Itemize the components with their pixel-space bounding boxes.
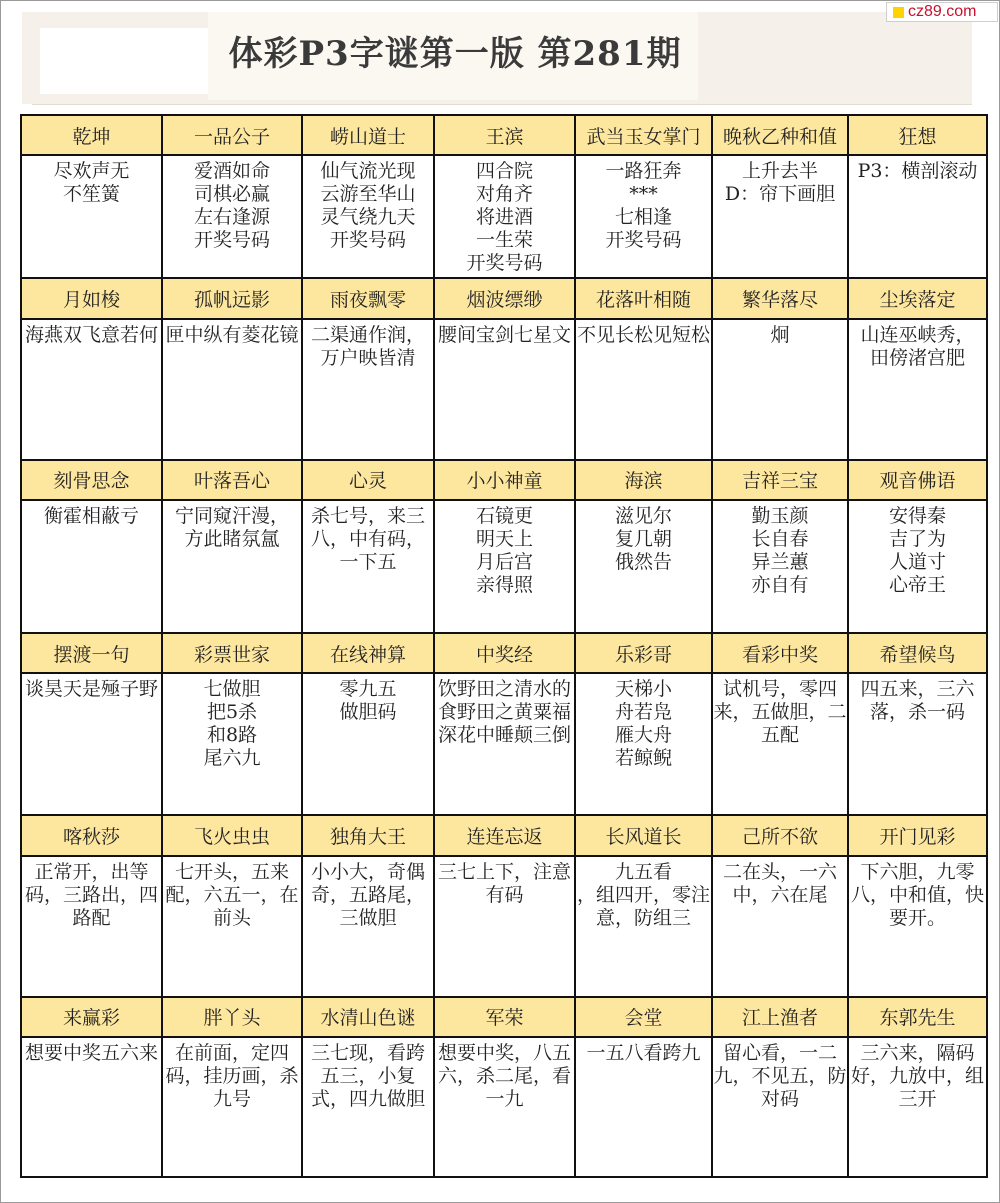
riddle-line: 尾六九 [203, 747, 261, 770]
riddle-line: 七做胆 [203, 678, 261, 701]
author-name-cell: 月如梭 [21, 278, 162, 318]
header-divider [32, 104, 972, 105]
author-name-cell: 开门见彩 [848, 815, 987, 855]
riddle-text-cell [848, 155, 987, 278]
content-row [21, 1037, 987, 1177]
riddle-text-cell [162, 1037, 302, 1177]
author-name-cell: 长风道长 [575, 815, 712, 855]
riddle-line: 七开头，五来配，六五一，在前头 [165, 860, 299, 929]
author-name-cell: 崂山道士 [302, 115, 434, 155]
riddle-line: 七相逢 [614, 206, 672, 229]
riddle-line: 一五八看跨九 [586, 1041, 701, 1064]
riddle-line: 滋见尔 [614, 504, 672, 527]
riddle-line: 食野田之黄粟福 [437, 701, 571, 724]
riddle-line: 安得秦 [888, 504, 946, 527]
riddle-line: 留心看，一二九，不见五，防对码 [713, 1041, 847, 1110]
riddle-line: 方此睹氛氲 [184, 527, 280, 550]
riddle-line: 爱酒如命 [193, 160, 270, 183]
riddle-text-cell [302, 1037, 434, 1177]
riddle-text-cell [21, 319, 162, 460]
riddle-line: 下六胆，九零八，中和值，快要开。 [850, 860, 984, 929]
author-name-cell: 军荣 [434, 997, 575, 1037]
author-name-cell: 狂想 [848, 115, 987, 155]
riddle-line: 亦自有 [751, 573, 809, 596]
author-name-cell: 胖丫头 [162, 997, 302, 1037]
riddle-text-cell [434, 1037, 575, 1177]
site-watermark[interactable] [886, 2, 998, 22]
riddle-line: 雁大舟 [614, 724, 672, 747]
riddle-line: 复几朝 [614, 527, 672, 550]
author-name-cell: 东郭先生 [848, 997, 987, 1037]
riddle-line: 开奖号码 [329, 229, 406, 252]
riddle-line: 开奖号码 [193, 229, 270, 252]
author-name-cell: 一品公子 [162, 115, 302, 155]
riddle-line: 零九五 [339, 678, 397, 701]
riddle-line: 小小大，奇偶奇，五路尾，三做胆 [310, 860, 425, 929]
riddle-line: 二渠通作润，万户映皆清 [310, 323, 425, 369]
riddle-line: 田傍渚宫肥 [869, 346, 965, 369]
content-row [21, 673, 987, 815]
riddle-line: 炯 [770, 323, 790, 346]
author-name-cell: 希望候鸟 [848, 633, 987, 673]
riddle-line: 三七上下，注意有码 [437, 860, 571, 906]
riddle-text-cell [712, 1037, 848, 1177]
riddle-line: 山连巫峡秀， [860, 323, 975, 346]
riddle-line: 明天上 [475, 527, 533, 550]
content-row [21, 319, 987, 460]
riddle-text-cell [302, 155, 434, 278]
author-name-cell: 己所不欲 [712, 815, 848, 855]
riddle-text-cell [162, 155, 302, 278]
riddle-line: 吉了为 [888, 527, 946, 550]
riddle-text-cell [848, 1037, 987, 1177]
author-name-cell: 中奖经 [434, 633, 575, 673]
riddle-line: 月后宫 [475, 550, 533, 573]
riddle-text-cell [712, 319, 848, 460]
riddle-line: 司棋必赢 [193, 183, 270, 206]
author-name-cell: 独角大王 [302, 815, 434, 855]
header-blank-area [40, 28, 208, 94]
riddle-line: 一路狂奔 [605, 160, 682, 183]
riddle-line: 三七现，看跨五三，小复式，四九做胆 [310, 1041, 425, 1110]
author-name-cell: 吉祥三宝 [712, 460, 848, 500]
author-name-cell: 来赢彩 [21, 997, 162, 1037]
riddle-line: 一生荣 [475, 229, 533, 252]
riddle-line: 不见长松见短松 [576, 323, 710, 346]
riddle-text-cell [848, 319, 987, 460]
author-name-cell: 雨夜飘零 [302, 278, 434, 318]
riddle-line: 人道寸 [888, 550, 946, 573]
riddle-line: *** [629, 183, 658, 206]
riddle-line: 饮野田之清水的 [437, 678, 571, 701]
riddle-line: 对角齐 [475, 183, 533, 206]
riddle-line: 正常开，出等码，三路出，四路配 [24, 860, 158, 929]
riddle-line: 开奖号码 [466, 252, 543, 275]
riddle-line: 九五看 [614, 860, 672, 883]
header-row [21, 997, 987, 1037]
author-name-cell: 花落叶相随 [575, 278, 712, 318]
author-name-cell: 海滨 [575, 460, 712, 500]
header-row [21, 115, 987, 155]
riddle-line: 左右逢源 [193, 206, 270, 229]
riddle-text-cell [162, 856, 302, 997]
author-name-cell: 叶落吾心 [162, 460, 302, 500]
riddle-line: 将进酒 [475, 206, 533, 229]
header-row [21, 815, 987, 855]
riddle-line: 和8路 [206, 724, 258, 747]
riddle-line: ，组四开，零注意，防组三 [576, 883, 710, 929]
riddle-line: 腰间宝剑七星文 [437, 323, 571, 346]
yellow-square-icon [893, 7, 904, 18]
riddle-line: D：帘下画胆 [724, 183, 836, 206]
riddle-text-cell [575, 856, 712, 997]
header-row [21, 460, 987, 500]
author-name-cell: 心灵 [302, 460, 434, 500]
riddle-text-cell [434, 856, 575, 997]
riddle-text-cell [575, 673, 712, 815]
author-name-cell: 刻骨思念 [21, 460, 162, 500]
riddle-text-cell [575, 500, 712, 633]
riddle-line: 石镜更 [475, 504, 533, 527]
author-name-cell: 武当玉女掌门 [575, 115, 712, 155]
riddle-line: 长自春 [751, 527, 809, 550]
riddle-text-cell [434, 500, 575, 633]
watermark-text: cz89.com [908, 3, 977, 20]
riddle-text-cell [712, 856, 848, 997]
riddle-table [20, 114, 988, 1178]
author-name-cell: 连连忘返 [434, 815, 575, 855]
author-name-cell: 乾坤 [21, 115, 162, 155]
riddle-line: 匣中纵有菱花镜 [165, 323, 299, 346]
riddle-line: 四合院 [475, 160, 533, 183]
author-name-cell: 看彩中奖 [712, 633, 848, 673]
riddle-line: 三六来，隔码好，九放中，组三开 [850, 1041, 984, 1110]
riddle-line: 把5杀 [206, 701, 258, 724]
author-name-cell: 水清山色谜 [302, 997, 434, 1037]
author-name-cell: 小小神童 [434, 460, 575, 500]
riddle-line: 亲得照 [475, 573, 533, 596]
riddle-text-cell [302, 500, 434, 633]
riddle-line: 想要中奖五六来 [24, 1041, 158, 1064]
riddle-text-cell [575, 155, 712, 278]
author-name-cell: 尘埃落定 [848, 278, 987, 318]
content-row [21, 500, 987, 633]
riddle-text-cell [712, 673, 848, 815]
author-name-cell: 晚秋乙种和值 [712, 115, 848, 155]
author-name-cell: 王滨 [434, 115, 575, 155]
riddle-line: 心帝王 [888, 573, 946, 596]
riddle-text-cell [162, 673, 302, 815]
riddle-line: 深花中睡颠三倒 [437, 724, 571, 747]
riddle-text-cell [21, 673, 162, 815]
author-name-cell: 乐彩哥 [575, 633, 712, 673]
header-row [21, 278, 987, 318]
riddle-line: 想要中奖，八五六，杀二尾，看一九 [437, 1041, 571, 1110]
riddle-text-cell [162, 319, 302, 460]
riddle-line: 勤玉颜 [751, 504, 809, 527]
riddle-line: 云游至华山 [320, 183, 416, 206]
riddle-line: 尽欢声无 [53, 160, 130, 183]
riddle-line: P3：横剖滚动 [857, 160, 978, 183]
riddle-text-cell [712, 155, 848, 278]
header-row [21, 633, 987, 673]
author-name-cell: 在线神算 [302, 633, 434, 673]
riddle-text-cell [302, 673, 434, 815]
riddle-text-cell [712, 500, 848, 633]
riddle-text-cell [434, 155, 575, 278]
riddle-text-cell [21, 856, 162, 997]
author-name-cell: 繁华落尽 [712, 278, 848, 318]
riddle-line: 异兰蕙 [751, 550, 809, 573]
author-name-cell: 飞火虫虫 [162, 815, 302, 855]
riddle-line: 灵气绕九天 [320, 206, 416, 229]
riddle-text-cell [162, 500, 302, 633]
riddle-text-cell [575, 319, 712, 460]
riddle-text-cell [848, 856, 987, 997]
riddle-line: 二在头，一六中，六在尾 [722, 860, 837, 906]
author-name-cell: 观音佛语 [848, 460, 987, 500]
riddle-line: 宁同窥汗漫， [174, 504, 289, 527]
riddle-line: 杀七号，来三八，中有码，一下五 [310, 504, 425, 573]
author-name-cell: 会堂 [575, 997, 712, 1037]
riddle-line: 衡霍相蔽亏 [43, 504, 139, 527]
riddle-line: 试机号，零四来，五做胆，二五配 [713, 678, 847, 747]
riddle-line: 仙气流光现 [320, 160, 416, 183]
author-name-cell: 喀秋莎 [21, 815, 162, 855]
author-name-cell: 江上渔者 [712, 997, 848, 1037]
author-name-cell: 孤帆远影 [162, 278, 302, 318]
riddle-text-cell [434, 673, 575, 815]
riddle-line: 俄然告 [614, 550, 672, 573]
riddle-line: 天梯小 [614, 678, 672, 701]
riddle-line: 开奖号码 [605, 229, 682, 252]
riddle-line: 在前面，定四码，挂历画，杀九号 [165, 1041, 299, 1110]
content-row [21, 856, 987, 997]
riddle-text-cell [434, 319, 575, 460]
riddle-text-cell [21, 1037, 162, 1177]
content-row [21, 155, 987, 278]
riddle-text-cell [21, 500, 162, 633]
riddle-line: 不笙簧 [62, 183, 120, 206]
riddle-text-cell [848, 673, 987, 815]
riddle-text-cell [302, 319, 434, 460]
riddle-text-cell [575, 1037, 712, 1177]
riddle-line: 上升去半 [741, 160, 818, 183]
riddle-line: 四五来，三六落，杀一码 [860, 678, 975, 724]
author-name-cell: 摆渡一句 [21, 633, 162, 673]
riddle-text-cell [302, 856, 434, 997]
riddle-line: 若鲸鲵 [614, 747, 672, 770]
author-name-cell: 烟波缥缈 [434, 278, 575, 318]
riddle-line: 舟若凫 [614, 701, 672, 724]
page-title: 体彩P3字谜第一版 第281期 [228, 34, 682, 74]
riddle-text-cell [21, 155, 162, 278]
riddle-line: 做胆码 [339, 701, 397, 724]
riddle-line: 谈昊天是殛子野 [24, 678, 158, 701]
riddle-line: 海燕双飞意若何 [24, 323, 158, 346]
author-name-cell: 彩票世家 [162, 633, 302, 673]
riddle-text-cell [848, 500, 987, 633]
